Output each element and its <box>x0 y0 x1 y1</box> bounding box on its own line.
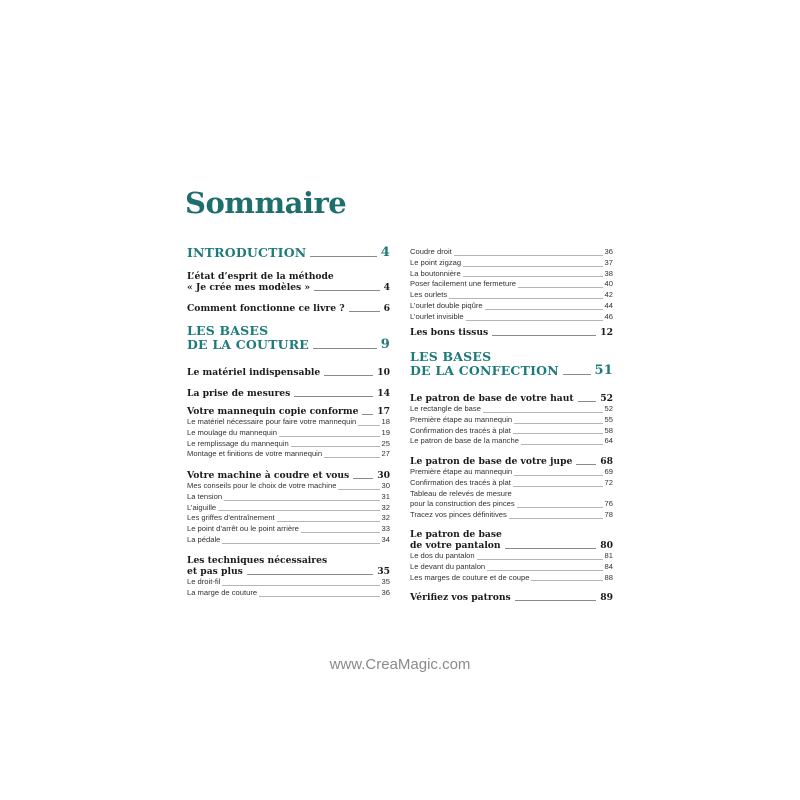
toc-subentry[interactable] <box>410 279 613 290</box>
entry-page: 12 <box>600 327 613 338</box>
section-page: 9 <box>380 337 390 352</box>
toc-subentry[interactable] <box>187 524 390 535</box>
subentry-label: Confirmation des tracés à plat <box>410 477 511 487</box>
subentry-label: Les griffes d’entraînement <box>187 513 275 523</box>
toc-subentry[interactable] <box>410 562 613 573</box>
subentry-label: Le dos du pantalon <box>410 551 475 560</box>
toc-subentry[interactable] <box>187 428 390 439</box>
toc-entry-techniques[interactable] <box>187 555 390 577</box>
section-label: INTRODUCTION <box>187 245 307 260</box>
subentry-page: 27 <box>381 449 390 459</box>
subentry-label: Première étape au mannequin <box>410 467 513 476</box>
toc-section-bases-couture[interactable] <box>187 324 390 352</box>
subentry-label: pour la construction des pinces <box>410 499 515 509</box>
toc-subentry[interactable] <box>410 301 613 312</box>
toc-section-bases-confection[interactable] <box>410 350 613 378</box>
subentry-page: 35 <box>381 577 390 586</box>
entry-page: 35 <box>377 566 390 577</box>
toc-subentry[interactable] <box>187 503 390 514</box>
entry-label: Le patron de base de votre haut <box>410 393 574 404</box>
entry-label-line2: de votre pantalon <box>410 540 501 551</box>
toc-subentry-tableau-line1[interactable] <box>410 489 613 500</box>
subentry-label: Tableau de relevés de mesure <box>410 488 512 498</box>
subentry-page: 19 <box>381 427 390 437</box>
subentry-label: La pédale <box>187 534 221 544</box>
toc-entry-prise[interactable] <box>187 388 390 399</box>
entry-label: Vérifiez vos patrons <box>410 592 511 603</box>
toc-entry-materiel[interactable] <box>187 367 390 378</box>
toc-subentry[interactable] <box>410 436 613 447</box>
subentry-page: 81 <box>604 551 613 560</box>
subentry-page: 18 <box>381 417 390 426</box>
subentry-page: 36 <box>604 247 613 256</box>
subentry-page: 55 <box>604 414 613 424</box>
toc-group-jupe <box>410 456 613 521</box>
subentry-page: 84 <box>604 561 613 571</box>
toc-subentry[interactable] <box>410 247 613 258</box>
subentry-page: 36 <box>381 587 390 597</box>
subentry-label: Les ourlets <box>410 290 448 300</box>
toc-subentry[interactable] <box>410 426 613 437</box>
toc-subentry[interactable] <box>410 269 613 280</box>
entry-page: 68 <box>600 456 613 467</box>
entry-label: Comment fonctionne ce livre ? <box>187 303 345 314</box>
entry-label-line1: Le patron de base <box>410 529 502 540</box>
toc-subentry[interactable] <box>187 535 390 546</box>
subentry-page: 37 <box>604 257 613 267</box>
subentry-label: Le matériel nécessaire pour faire votre mannequin <box>187 417 357 426</box>
toc-section-introduction[interactable] <box>187 246 390 260</box>
watermark: www.CreaMagic.com <box>329 656 471 673</box>
entry-page: 4 <box>383 282 390 293</box>
subentry-page: 30 <box>381 481 390 490</box>
toc-group-continued <box>410 247 613 323</box>
subentry-page: 78 <box>604 510 613 520</box>
entry-page: 89 <box>600 592 613 603</box>
subentry-label: Montage et finitions de votre mannequin <box>187 449 323 459</box>
subentry-label: L’ourlet double piqûre <box>410 300 483 310</box>
page-title: Sommaire <box>185 186 347 220</box>
toc-entry-jupe[interactable] <box>410 456 613 467</box>
subentry-label: Première étape au mannequin <box>410 414 513 424</box>
toc-subentry-tableau[interactable] <box>410 499 613 510</box>
toc-group-pantalon <box>410 529 613 583</box>
section-label-line1: LES BASES <box>187 323 269 338</box>
entry-label: Les bons tissus <box>410 327 489 338</box>
toc-subentry[interactable] <box>410 312 613 323</box>
entry-page: 80 <box>600 540 613 551</box>
subentry-label: La marge de couture <box>187 587 258 597</box>
section-label-line1: LES BASES <box>410 349 492 364</box>
toc-subentry[interactable] <box>410 551 613 562</box>
subentry-label: La tension <box>187 491 223 501</box>
subentry-page: 42 <box>604 290 613 300</box>
subentry-label: Tracez vos pinces définitives <box>410 510 507 520</box>
section-label-line2: DE LA COUTURE <box>187 337 310 352</box>
toc-subentry[interactable] <box>187 588 390 599</box>
subentry-page: 32 <box>381 502 390 512</box>
entry-label: Le matériel indispensable <box>187 367 321 378</box>
toc-entry-mannequin[interactable] <box>187 406 390 417</box>
subentry-page: 34 <box>381 534 390 544</box>
entry-page: 17 <box>377 406 390 417</box>
entry-label-line2: « Je crée mes modèles » <box>187 282 311 293</box>
subentry-label: Le patron de base de la manche <box>410 436 519 446</box>
toc-subentry[interactable] <box>410 258 613 269</box>
toc-entry-pantalon[interactable] <box>410 529 613 551</box>
toc-subentry[interactable] <box>410 467 613 478</box>
subentry-label: Le remplissage du mannequin <box>187 438 289 448</box>
entry-label-line1: Les techniques nécessaires <box>187 555 328 566</box>
subentry-label: Coudre droit <box>410 247 452 256</box>
toc-subentry[interactable] <box>187 417 390 428</box>
subentry-page: 58 <box>604 425 613 435</box>
subentry-label: L’aiguille <box>187 502 217 512</box>
toc-group-techniques <box>187 555 390 599</box>
subentry-label: La boutonnière <box>410 268 461 278</box>
entry-page: 30 <box>377 470 390 481</box>
entry-label: La prise de mesures <box>187 388 291 399</box>
subentry-page: 72 <box>604 477 613 487</box>
subentry-page: 52 <box>604 404 613 413</box>
toc-group-haut <box>410 393 613 447</box>
toc-subentry[interactable] <box>187 439 390 450</box>
toc-entry-verifiez[interactable] <box>410 592 613 603</box>
entry-label-line1: L’état d’esprit de la méthode <box>187 271 334 282</box>
subentry-page: 46 <box>604 311 613 321</box>
section-page: 51 <box>594 363 613 378</box>
toc-subentry[interactable] <box>187 449 390 460</box>
subentry-label: Le moulage du mannequin <box>187 427 277 437</box>
toc-subentry[interactable] <box>410 404 613 415</box>
entry-label-line2: et pas plus <box>187 566 243 577</box>
toc-entry-etat-esprit[interactable] <box>187 271 390 293</box>
toc-subentry[interactable] <box>410 573 613 584</box>
toc-subentry[interactable] <box>187 481 390 492</box>
subentry-label: Le devant du pantalon <box>410 561 486 571</box>
subentry-label: Confirmation des tracés à plat <box>410 425 511 435</box>
subentry-page: 88 <box>604 572 613 582</box>
subentry-label: Le rectangle de base <box>410 404 481 413</box>
toc-subentry[interactable] <box>410 478 613 489</box>
entry-label: Le patron de base de votre jupe <box>410 456 573 467</box>
subentry-label: Poser facilement une fermeture <box>410 279 516 289</box>
section-page: 4 <box>380 245 390 260</box>
entry-page: 52 <box>600 393 613 404</box>
subentry-label: Le droit-fil <box>187 577 221 586</box>
toc-subentry[interactable] <box>410 290 613 301</box>
entry-page: 10 <box>377 367 390 378</box>
toc-entry-haut[interactable] <box>410 393 613 404</box>
subentry-label: Mes conseils pour le choix de votre machine <box>187 481 337 490</box>
section-label-line2: DE LA CONFECTION <box>410 363 559 378</box>
subentry-page: 33 <box>381 524 390 534</box>
toc-entry-comment[interactable] <box>187 303 390 314</box>
subentry-page: 64 <box>604 436 613 446</box>
subentry-label: L’ourlet invisible <box>410 311 464 321</box>
subentry-page: 38 <box>604 268 613 278</box>
entry-page: 14 <box>377 388 390 399</box>
toc-subentry[interactable] <box>187 577 390 588</box>
subentry-page: 25 <box>381 438 390 448</box>
toc-subentry[interactable] <box>410 415 613 426</box>
subentry-page: 40 <box>604 279 613 289</box>
toc-subentry[interactable] <box>410 510 613 521</box>
subentry-page: 69 <box>604 467 613 476</box>
subentry-label: Le point zigzag <box>410 257 462 267</box>
entry-label: Votre mannequin copie conforme <box>187 406 359 417</box>
subentry-label: Le point d’arrêt ou le point arrière <box>187 524 299 534</box>
toc-group-machine <box>187 470 390 546</box>
entry-page: 6 <box>383 303 390 314</box>
toc-subentry[interactable] <box>187 492 390 503</box>
subentry-page: 76 <box>604 499 613 509</box>
subentry-page: 44 <box>604 300 613 310</box>
toc-entry-tissus[interactable] <box>410 327 613 338</box>
toc-subentry[interactable] <box>187 513 390 524</box>
subentry-page: 32 <box>381 513 390 523</box>
toc-group-mannequin <box>187 406 390 460</box>
toc-entry-machine[interactable] <box>187 470 390 481</box>
subentry-page: 31 <box>381 491 390 501</box>
entry-label: Votre machine à coudre et vous <box>187 470 350 481</box>
subentry-label: Les marges de couture et de coupe <box>410 572 530 582</box>
